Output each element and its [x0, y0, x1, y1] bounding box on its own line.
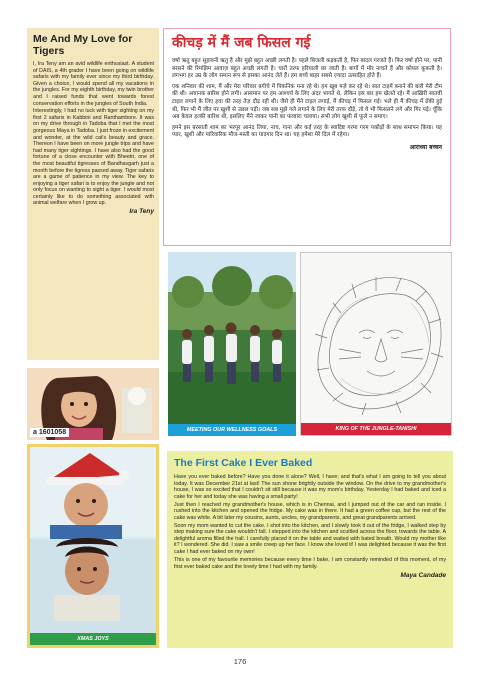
- hindi-article-paragraph-3: हमने इस बरसाती शाम का भरपूर आनंद लिया, नाच, गाना और कई तरह के स्वादिष्ट गरमा गरम पकौड़ों के साथ समापन किया। यह प्यार, खुशी और पारिवारिक मौज-मस्ती का यादगार दिन था। यह हमेशा मेरे दिल में रहेगा।: [172, 124, 442, 139]
- cake-article-paragraph-1: Have you ever baked before? Have you done it alone? Well, I have; and that's what I am going to tell you about today. It was December 21st at last! The sun shone brightly outside the window. On the drive to my grandmother's house, I was so excited that I couldn't sit still because it was my mom's birthday. Yesterday I had baked and iced a cake for her and today she was having a small party!: [174, 474, 446, 500]
- cake-article-paragraph-4: This is one of my favourite memories because every time I bake, I am constantly reminded of this moment, of my first ever baked cake and the lovely time I had with my family.: [174, 557, 446, 570]
- tiger-article-author: Ira Teny: [129, 208, 154, 216]
- tiger-article: [27, 28, 159, 360]
- tiger-article-title: Me And My Love for Tigers: [33, 33, 133, 57]
- page-number: 176: [233, 657, 247, 666]
- xmas-photo-illustration: [30, 447, 156, 633]
- lion-sketch: [301, 253, 452, 436]
- king-drawing-caption: KING OF THE JUNGLE-TANISHI: [301, 423, 451, 435]
- hindi-article-paragraph-1: वर्षा ऋतु बहुत सुहावनी ऋतु है और मुझे बहुत अच्छी लगती है। पहले बिजली कड़कती है, फिर बादल गरजते हैं। फिर वर्षा होने पर, पानी बरसने की रिमझिम आवाज़ बहुत अच्छी लगती है। चारों तरफ हरियाली छा जाती है। बागों में मोर नाचते हैं और कोयल कूकती है। लगभग हर उम्र के लोग समान रूप से इसका आनंद लेते हैं। हम बच्चे बाहर सबसे ज़्यादा उत्साहित होते हैं।: [172, 58, 442, 80]
- cake-article-title: The First Cake I Ever Baked: [174, 457, 313, 469]
- hindi-article-title: कीचड़ में मैं जब फिसल गई: [172, 35, 311, 51]
- wellness-photo: [168, 252, 296, 436]
- xmas-photo-caption: XMAS JOYS: [30, 633, 156, 645]
- hindi-article-author: आराध्या बच्चन: [409, 143, 442, 151]
- king-of-jungle-drawing: [300, 252, 452, 436]
- cake-article-paragraph-3: Soon my mom wanted to cut the cake. I shot into the kitchen, and I slowly took it out of the fridge, I walked step by step making sure the cake wouldn't fall. I stepped into the kitchen and scuttled across the floor, towards the table. A delightful aroma filled the hall. I carefully placed it on the table and waited with bated breath. Would my mother like it? I wondered. She did. I saw a smile creep up her face. I know she loved it! I was delighted because it was the first cake I had ever baked on my own!: [174, 522, 446, 556]
- child-photo-top: [27, 368, 159, 440]
- wellness-photo-caption: MEETING OUR WELLNESS GOALS: [168, 424, 296, 436]
- wellness-photo-illustration: [168, 252, 296, 436]
- hindi-article-paragraph-2: एक शनिवार की शाम, मैं और मेरा परिवार बगीचे में पिकनिक मना रहे थे। हम खूब मज़े कर रहे थे। सात टाइमें बनाने की बारी मेरी टीम की थी। अचानक बारिश होने लगी। आसमान पर हम आश्चर्य के लिए अंदर भागते थे, लेकिन इस बार हम खेलते रहे। मैं आख़िरी सातवीं टाइल लगाने के लिए हवा की तरह तेज़ दौड़ रही थी। जैसे ही मैंने टाइल लगाई, मैं कीचड़ में फिसल गई। भले ही मैं कीचड़ में ढँकी हुई थी, फिर भी मैं जीत पर खुशी से उछल पड़ी। जब सब मुझे गले लगाने के लिए मेरी तरफ दौड़े, तो वे भी फिसलने लगे और गिर पड़े। चूँकि अब केवल हल्की बारिश थी, इसलिए मैंने जाकर पानी का फव्वारा चलाया। सभी लोग खुशी से फूले न समाए।: [172, 83, 442, 121]
- cake-article-author: Maya Candade: [400, 571, 446, 579]
- photo-id-tag: [30, 428, 69, 437]
- cake-article: [167, 451, 453, 648]
- tiger-article-paragraph-2: Interestingly, I had no luck with tiger sighting on my first 2 safaris in Kabbini and Ranthambore. It was on my drive through in Tadoba that I met the most gorgeous Maya in Tadoba. I just froze in excitement and wonder, at the wild cat's beauty and grace. Thereon I have been on more jungle trips and have had many tiger sightings. I have also had the good fortune of a close encounter with Bheetri, one of the most beautiful tigresses of Bandhavgarh just a month before the tigress passed away. Tiger safaris are a game of patience in my view. The key to enjoying a tiger safari is to enjoy the jungle and not only focus on wanting to sight a tiger. I would most certainly like to do something associated with animal welfare when I grow up.: [33, 108, 154, 207]
- tiger-article-paragraph-1: I, Ira Teny am an avid wildlife enthusiast. A student of DAIS, a 4th grader I have been going on wildlife safaris with my family ever since my third birthday. Given a choice, I would spend all my vacations in the jungles. For my eighth birthday, my twin brother and I raised funds that went towards forest conservation efforts in the jungles of South India.: [33, 61, 154, 107]
- cake-article-paragraph-2: Just then I reached my grandmother's house, which is in Chennai, and I jumped out of the car and ran inside. I rushed into the kitchen and opened the fridge. My cake was in there. It had a green coffee cup, but the rest of the cake was white. A bit later my cousins, aunts, uncles, my grandparents, and great grandparents arrived.: [174, 501, 446, 521]
- photo-id-text: a 1601058: [33, 429, 67, 436]
- xmas-joys-photo: [27, 444, 159, 648]
- hindi-article: [163, 28, 451, 246]
